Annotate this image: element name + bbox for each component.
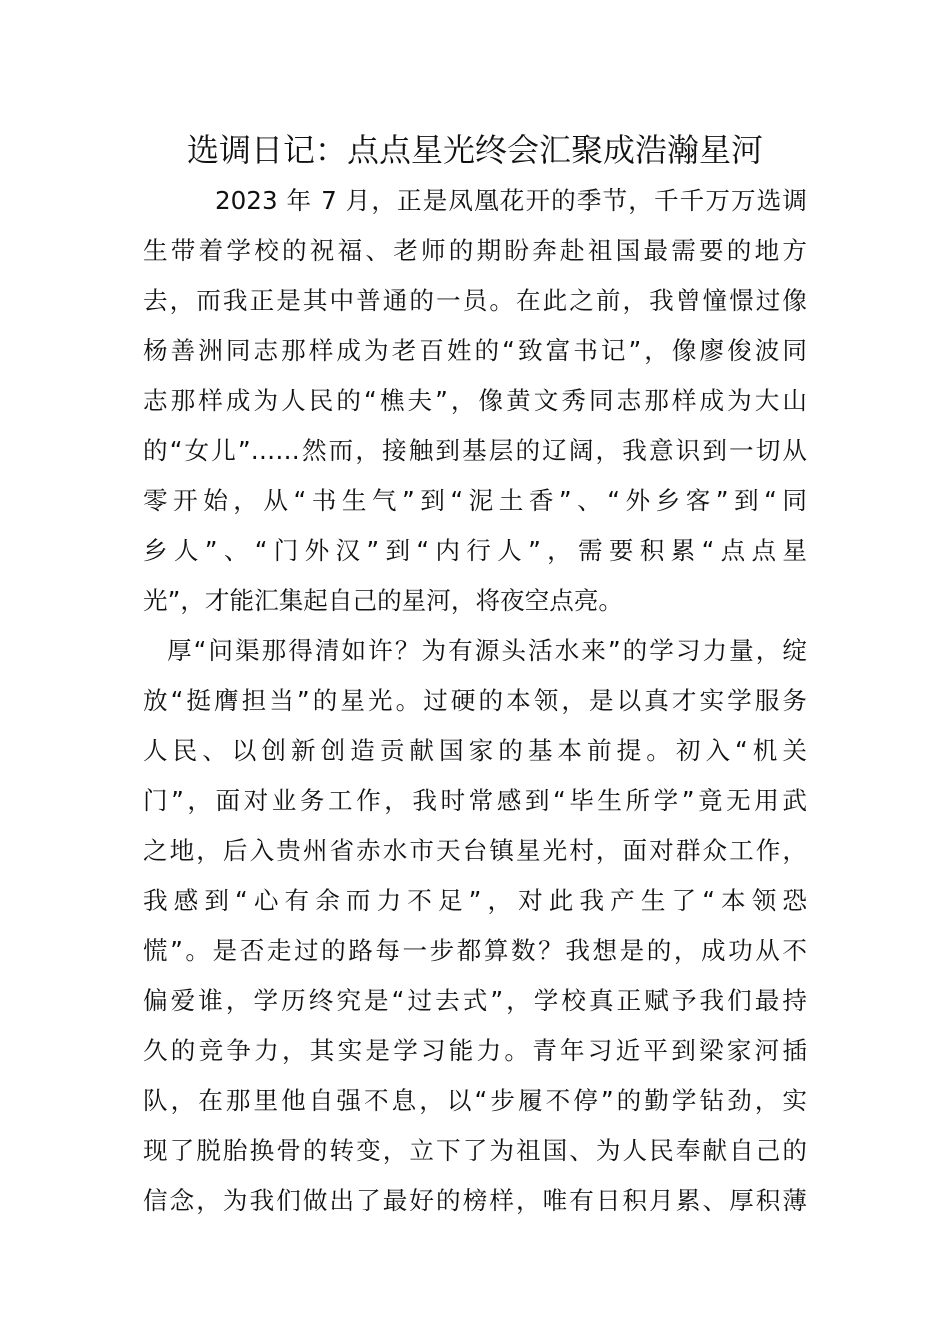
text-line: 零开始，从“书生气”到“泥土香”、“外乡客”到“同 <box>143 486 807 515</box>
text-line: 我感到“心有余而力不足”，对此我产生了“本领恐 <box>143 886 807 915</box>
text-line: 杨善洲同志那样成为老百姓的“致富书记”，像廖俊波同 <box>143 336 807 365</box>
page-title: 选调日记：点点星光终会汇聚成浩瀚星河 <box>186 131 763 169</box>
text-line: 2023 年 7 月，正是凤凰花开的季节，千千万万选调 <box>215 186 807 215</box>
text-line: 门”，面对业务工作，我时常感到“毕生所学”竟无用武 <box>143 786 807 815</box>
text-line: 之地，后入贵州省赤水市天台镇星光村，面对群众工作， <box>143 836 807 865</box>
text-line: 慌”。是否走过的路每一步都算数？我想是的，成功从不 <box>143 936 807 965</box>
text-line: 志那样成为人民的“樵夫”，像黄文秀同志那样成为大山 <box>143 386 807 415</box>
text-line: 的“女儿”……然而，接触到基层的辽阔，我意识到一切从 <box>143 436 807 465</box>
text-line: 乡人”、“门外汉”到“内行人”，需要积累“点点星 <box>143 536 807 565</box>
text-line: 队，在那里他自强不息，以“步履不停”的勤学钻劲，实 <box>143 1086 807 1115</box>
text-line: 久的竞争力，其实是学习能力。青年习近平到梁家河插 <box>143 1036 807 1065</box>
text-line: 去，而我正是其中普通的一员。在此之前，我曾憧憬过像 <box>143 286 807 315</box>
text-line: 偏爱谁，学历终究是“过去式”，学校真正赋予我们最持 <box>143 986 807 1015</box>
text-line: 人民、以创新创造贡献国家的基本前提。初入“机关 <box>143 736 807 765</box>
text-line: 现了脱胎换骨的转变，立下了为祖国、为人民奉献自己的 <box>143 1136 807 1165</box>
text-line: 生带着学校的祝福、老师的期盼奔赴祖国最需要的地方 <box>143 236 807 265</box>
text-line: 厚“问渠那得清如许？为有源头活水来”的学习力量，绽 <box>167 636 807 665</box>
body-text <box>143 180 807 1230</box>
text-line: 放“挺膺担当”的星光。过硬的本领，是以真才实学服务 <box>143 686 807 715</box>
text-line: 信念，为我们做出了最好的榜样，唯有日积月累、厚积薄 <box>143 1186 807 1215</box>
text-line: 光”，才能汇集起自己的星河，将夜空点亮。 <box>143 586 624 615</box>
